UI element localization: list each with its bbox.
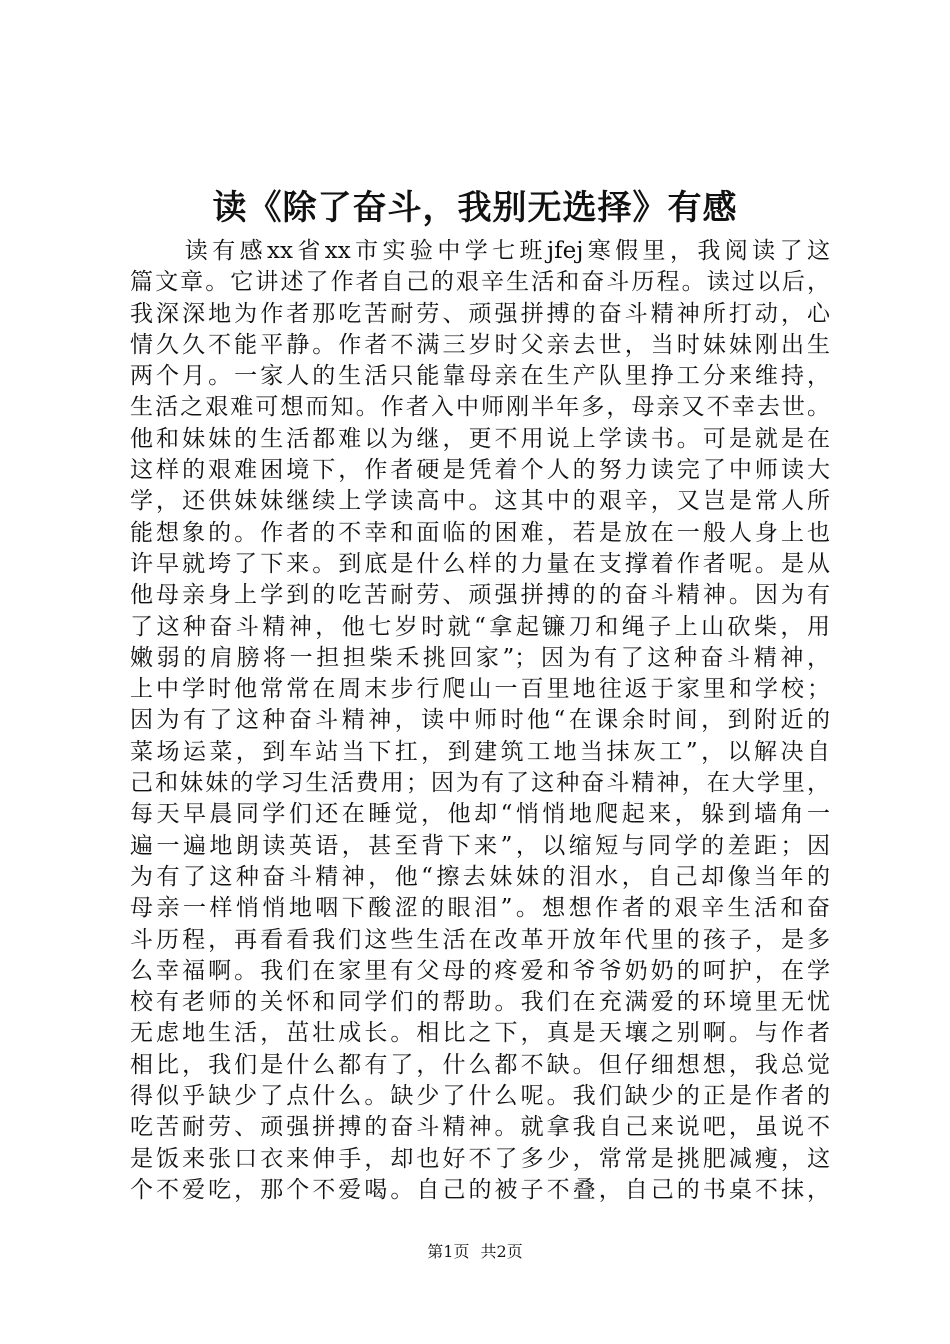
body-line: 许早就垮了下来。到底是什么样的力量在支撑着作者呢。是从	[130, 550, 830, 577]
body-line: 菜场运菜，到车站当下扛，到建筑工地当抹灰工”，以解决自	[130, 738, 830, 765]
document-title: 读《除了奋斗，我别无选择》有感	[212, 188, 738, 228]
body-line: 他母亲身上学到的吃苦耐劳、顽强拼搏的的奋斗精神。因为有	[130, 582, 830, 609]
body-line: 是饭来张口衣来伸手，却也好不了多少，常常是挑肥减瘦，这	[130, 1145, 830, 1172]
body-line: 母亲一样悄悄地咽下酸涩的眼泪”。想想作者的艰辛生活和奋	[130, 895, 830, 922]
body-line: 嫩弱的肩膀将一担担柴禾挑回家”；因为有了这种奋斗精神，	[130, 644, 830, 671]
body-line: 他和妹妹的生活都难以为继，更不用说上学读书。可是就是在	[130, 425, 830, 452]
page-number: 第1页	[427, 1242, 470, 1261]
body-line: 学，还供妹妹继续上学读高中。这其中的艰辛，又岂是常人所	[130, 488, 830, 515]
page-footer	[0, 1240, 950, 1264]
body-line: 情久久不能平静。作者不满三岁时父亲去世，当时妹妹刚出生	[130, 331, 830, 358]
body-line: 因为有了这种奋斗精神，读中师时他“在课余时间，到附近的	[130, 707, 830, 734]
body-line: 上中学时他常常在周末步行爬山一百里地往返于家里和学校；	[130, 676, 830, 703]
body-line: 己和妹妹的学习生活费用；因为有了这种奋斗精神，在大学里，	[130, 770, 830, 797]
body-line: 么幸福啊。我们在家里有父母的疼爱和爷爷奶奶的呵护，在学	[130, 957, 830, 984]
body-line: 为有了这种奋斗精神，他“擦去妹妹的泪水，自己却像当年的	[130, 863, 830, 890]
body-line: 这样的艰难困境下，作者硬是凭着个人的努力读完了中师读大	[130, 457, 830, 484]
body-line: 每天早晨同学们还在睡觉，他却“悄悄地爬起来，躲到墙角一	[130, 801, 830, 828]
body-line: 相比，我们是什么都有了，什么都不缺。但仔细想想，我总觉	[130, 1051, 830, 1078]
body-line: 篇文章。它讲述了作者自己的艰辛生活和奋斗历程。读过以后，	[130, 269, 830, 296]
page-total: 共2页	[480, 1242, 523, 1261]
body-line: 能想象的。作者的不幸和面临的困难，若是放在一般人身上也	[130, 519, 830, 546]
body-line: 吃苦耐劳、顽强拼搏的奋斗精神。就拿我自己来说吧，虽说不	[130, 1114, 830, 1141]
body-line: 遍一遍地朗读英语，甚至背下来”，以缩短与同学的差距；因	[130, 832, 830, 859]
body-line: 读有感xx省xx市实验中学七班jfej寒假里，我阅读了这	[130, 238, 830, 264]
body-line: 无虑地生活，茁壮成长。相比之下，真是天壤之别啊。与作者	[130, 1020, 830, 1047]
body-line: 我深深地为作者那吃苦耐劳、顽强拼搏的奋斗精神所打动，心	[130, 300, 830, 327]
body-line: 两个月。一家人的生活只能靠母亲在生产队里挣工分来维持，	[130, 363, 830, 390]
body-line: 得似乎缺少了点什么。缺少了什么呢。我们缺少的正是作者的	[130, 1083, 830, 1110]
body-line: 生活之艰难可想而知。作者入中师刚半年多，母亲又不幸去世。	[130, 394, 830, 421]
body-line: 斗历程，再看看我们这些生活在改革开放年代里的孩子，是多	[130, 926, 830, 953]
document-body	[130, 236, 830, 1206]
body-line: 了这种奋斗精神，他七岁时就“拿起镰刀和绳子上山砍柴，用	[130, 613, 830, 640]
body-line: 个不爱吃，那个不爱喝。自己的被子不叠，自己的书桌不抹，	[130, 1176, 830, 1203]
body-line: 校有老师的关怀和同学们的帮助。我们在充满爱的环境里无忧	[130, 989, 830, 1016]
